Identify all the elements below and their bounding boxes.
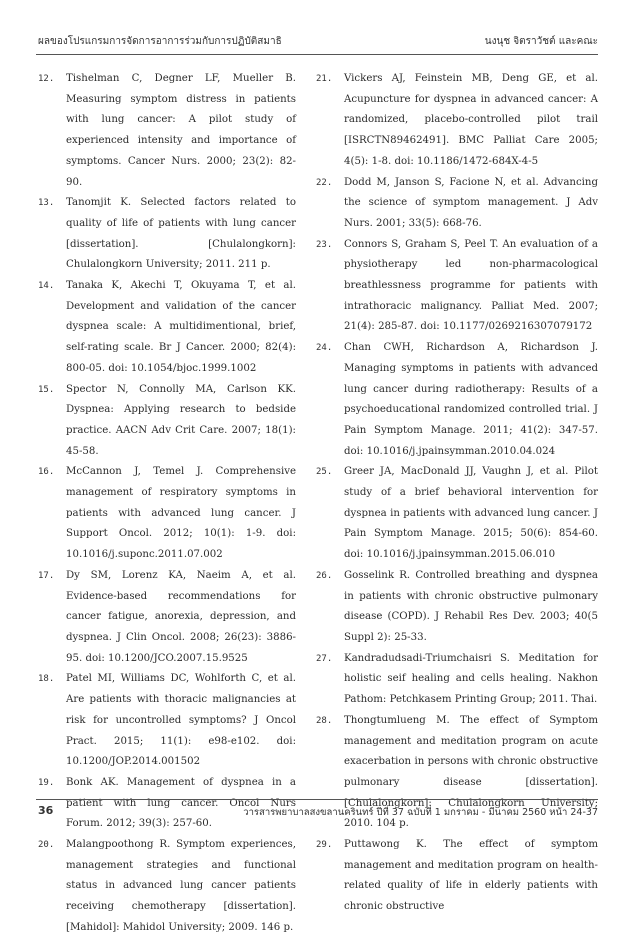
reference-item <box>38 669 296 773</box>
reference-item <box>316 173 598 235</box>
reference-text: Connors S, Graham S, Peel T. An evaluation of a physiotherapy led non-pharmacological breathlessness programme for patients with intrathoracic malignancy. Palliat Med. 2007; 21(4): 285-87. doi: 10.1177/0269216307079172 <box>344 238 598 333</box>
reference-item <box>316 462 598 566</box>
reference-number: 28. <box>316 715 333 726</box>
reference-text: Gosselink R. Controlled breathing and dyspnea in patients with chronic obstructive pulmonary disease (COPD). J Rehabil Res Dev. 2003; 40(5 Suppl 2): 25-33. <box>344 569 598 643</box>
reference-number: 21. <box>316 74 333 84</box>
reference-item <box>316 649 598 711</box>
reference-number: 12. <box>38 74 55 84</box>
reference-item <box>38 380 296 463</box>
reference-item <box>38 566 296 670</box>
reference-number: 27. <box>316 653 333 664</box>
reference-text: Tanaka K, Akechi T, Okuyama T, et al. Development and validation of the cancer dyspnea scale: A multidimentional, brief, self-rating scale. Br J Cancer. 2000; 82(4): 800-05. doi: 10.1054/bjoc.1999.1002 <box>66 280 296 374</box>
reference-text: McCannon J, Temel J. Comprehensive management of respiratory symptoms in patients with advanced lung cancer. J Support Oncol. 2012; 10(1): 1-9. doi: 10.1016/j.suponc.2011.07.002 <box>66 466 296 561</box>
reference-number: 23. <box>316 239 333 250</box>
reference-item <box>38 773 296 835</box>
header-article-title: ผลของโปรแกรมการจัดการอาการร่วมกับการปฏิบัติสมาธิ <box>38 36 282 47</box>
reference-text: Chan CWH, Richardson A, Richardson J. Managing symptoms in patients with advanced lung cancer during radiotherapy: Results of a psychoeducational randomized controlled trial. J Pain Symptom Manage. 2011; 41(2): 347-57. doi: 10.1016/j.jpainsymman.2010.04.024 <box>344 342 598 457</box>
reference-number: 17. <box>38 570 55 581</box>
reference-item <box>38 276 296 380</box>
reference-text: Greer JA, MacDonald JJ, Vaughn J, et al. Pilot study of a brief behavioral intervention for dyspnea in patients with advanced lung cancer. J Pain Symptom Manage. 2015; 50(6): 854-60. doi: 10.1016/j.jpainsymman.2015.06.010 <box>344 466 598 561</box>
reference-number: 25. <box>316 467 333 478</box>
reference-text: Dodd M, Janson S, Facione N, et al. Advancing the science of symptom management. J Adv Nurs. 2001; 33(5): 668-76. <box>344 176 598 229</box>
reference-item <box>38 69 296 193</box>
reference-number: 18. <box>38 674 55 685</box>
reference-item <box>316 566 598 649</box>
reference-text: Dy SM, Lorenz KA, Naeim A, et al. Evidence-based recommendations for cancer fatigue, anorexia, depression, and dyspnea. J Clin Oncol. 2008; 26(23): 3886-95. doi: 10.1200/JCO.2007.15.9525 <box>66 569 296 664</box>
running-footer <box>38 805 598 821</box>
reference-number: 13. <box>38 198 55 209</box>
running-header <box>38 34 598 50</box>
reference-item <box>316 235 598 339</box>
reference-number: 26. <box>316 570 333 581</box>
reference-number: 16. <box>38 467 55 478</box>
reference-number: 24. <box>316 343 333 354</box>
page-number: 36 <box>38 804 54 817</box>
reference-text: Tishelman C, Degner LF, Mueller B. Measuring symptom distress in patients with lung cancer: A pilot study of experienced intensity and importance of symptoms. Cancer Nurs. 2000; 23(2): 82-90. <box>66 73 296 188</box>
reference-item <box>316 338 598 462</box>
reference-text: Thongtumlueng M. The effect of Symptom management and meditation program on acute exacerbation in persons with chronic obstructive pulmonary disease [dissertation]. [Chulalongkorn]: Chulalongkorn University; 2010. 104 p. <box>344 714 598 830</box>
reference-number: 22. <box>316 177 333 188</box>
reference-item <box>38 193 296 276</box>
reference-item <box>38 835 296 939</box>
reference-text: Kandradudsadi-Triumchaisri S. Meditation for holistic seif healing and cells healing. Nakhon Pathom: Petchkasem Printing Group; 2011. Thai. <box>344 652 598 706</box>
reference-item <box>38 462 296 566</box>
reference-number: 20. <box>38 840 55 851</box>
reference-text: Tanomjit K. Selected factors related to quality of life of patients with lung cancer [dissertation]. [Chulalongkorn]: Chulalongkorn University; 2011. 211 p. <box>66 197 296 271</box>
journal-citation: วารสารพยาบาลสงขลานครินทร์ ปีที่ 37 ฉบับที่ 1 มกราคม - มีนาคม 2560 หน้า 24-37 <box>243 807 598 818</box>
reference-text: Vickers AJ, Feinstein MB, Deng GE, et al. Acupuncture for dyspnea in advanced cancer: A randomized, placebo-controlled pilot trail [ISRCTN89462491]. BMC Palliat Care 2005; 4(5): 1-8. doi: 10.1186/1472-684X-4-5 <box>344 73 598 167</box>
reference-text: Patel MI, Williams DC, Wohlforth C, et al. Are patients with thoracic malignancies at risk for uncontrolled symptoms? J Oncol Pract. 2015; 11(1): e98-e102. doi: 10.1200/JOP.2014.001502 <box>66 673 296 768</box>
reference-item <box>316 835 598 918</box>
reference-column-right <box>316 69 598 918</box>
reference-text: Malangpoothong R. Symptom experiences, management strategies and functional status in advanced lung cancer patients receiving chemotherapy [dissertation]. [Mahidol]: Mahidol University; 2009. 146 p. <box>66 839 296 933</box>
reference-text: Puttawong K. The effect of symptom management and meditation program on health-related quality of life in elderly patients with chronic obstructive <box>344 839 598 913</box>
reference-text: Spector N, Connolly MA, Carlson KK. Dyspnea: Applying research to bedside practice. AACN Adv Crit Care. 2007; 18(1): 45-58. <box>66 383 296 457</box>
reference-number: 14. <box>38 281 55 292</box>
reference-text: Bonk AK. Management of dyspnea in a patient with lung cancer. Oncol Nurs Forum. 2012; 39(3): 257-60. <box>66 776 296 830</box>
reference-number: 29. <box>316 840 333 851</box>
footer-divider <box>36 799 598 800</box>
header-authors: นงนุช จิตราวัชต์ และคณะ <box>484 36 598 47</box>
reference-number: 15. <box>38 384 55 395</box>
reference-item <box>316 69 598 173</box>
header-divider <box>36 54 598 55</box>
reference-number: 19. <box>38 777 55 788</box>
